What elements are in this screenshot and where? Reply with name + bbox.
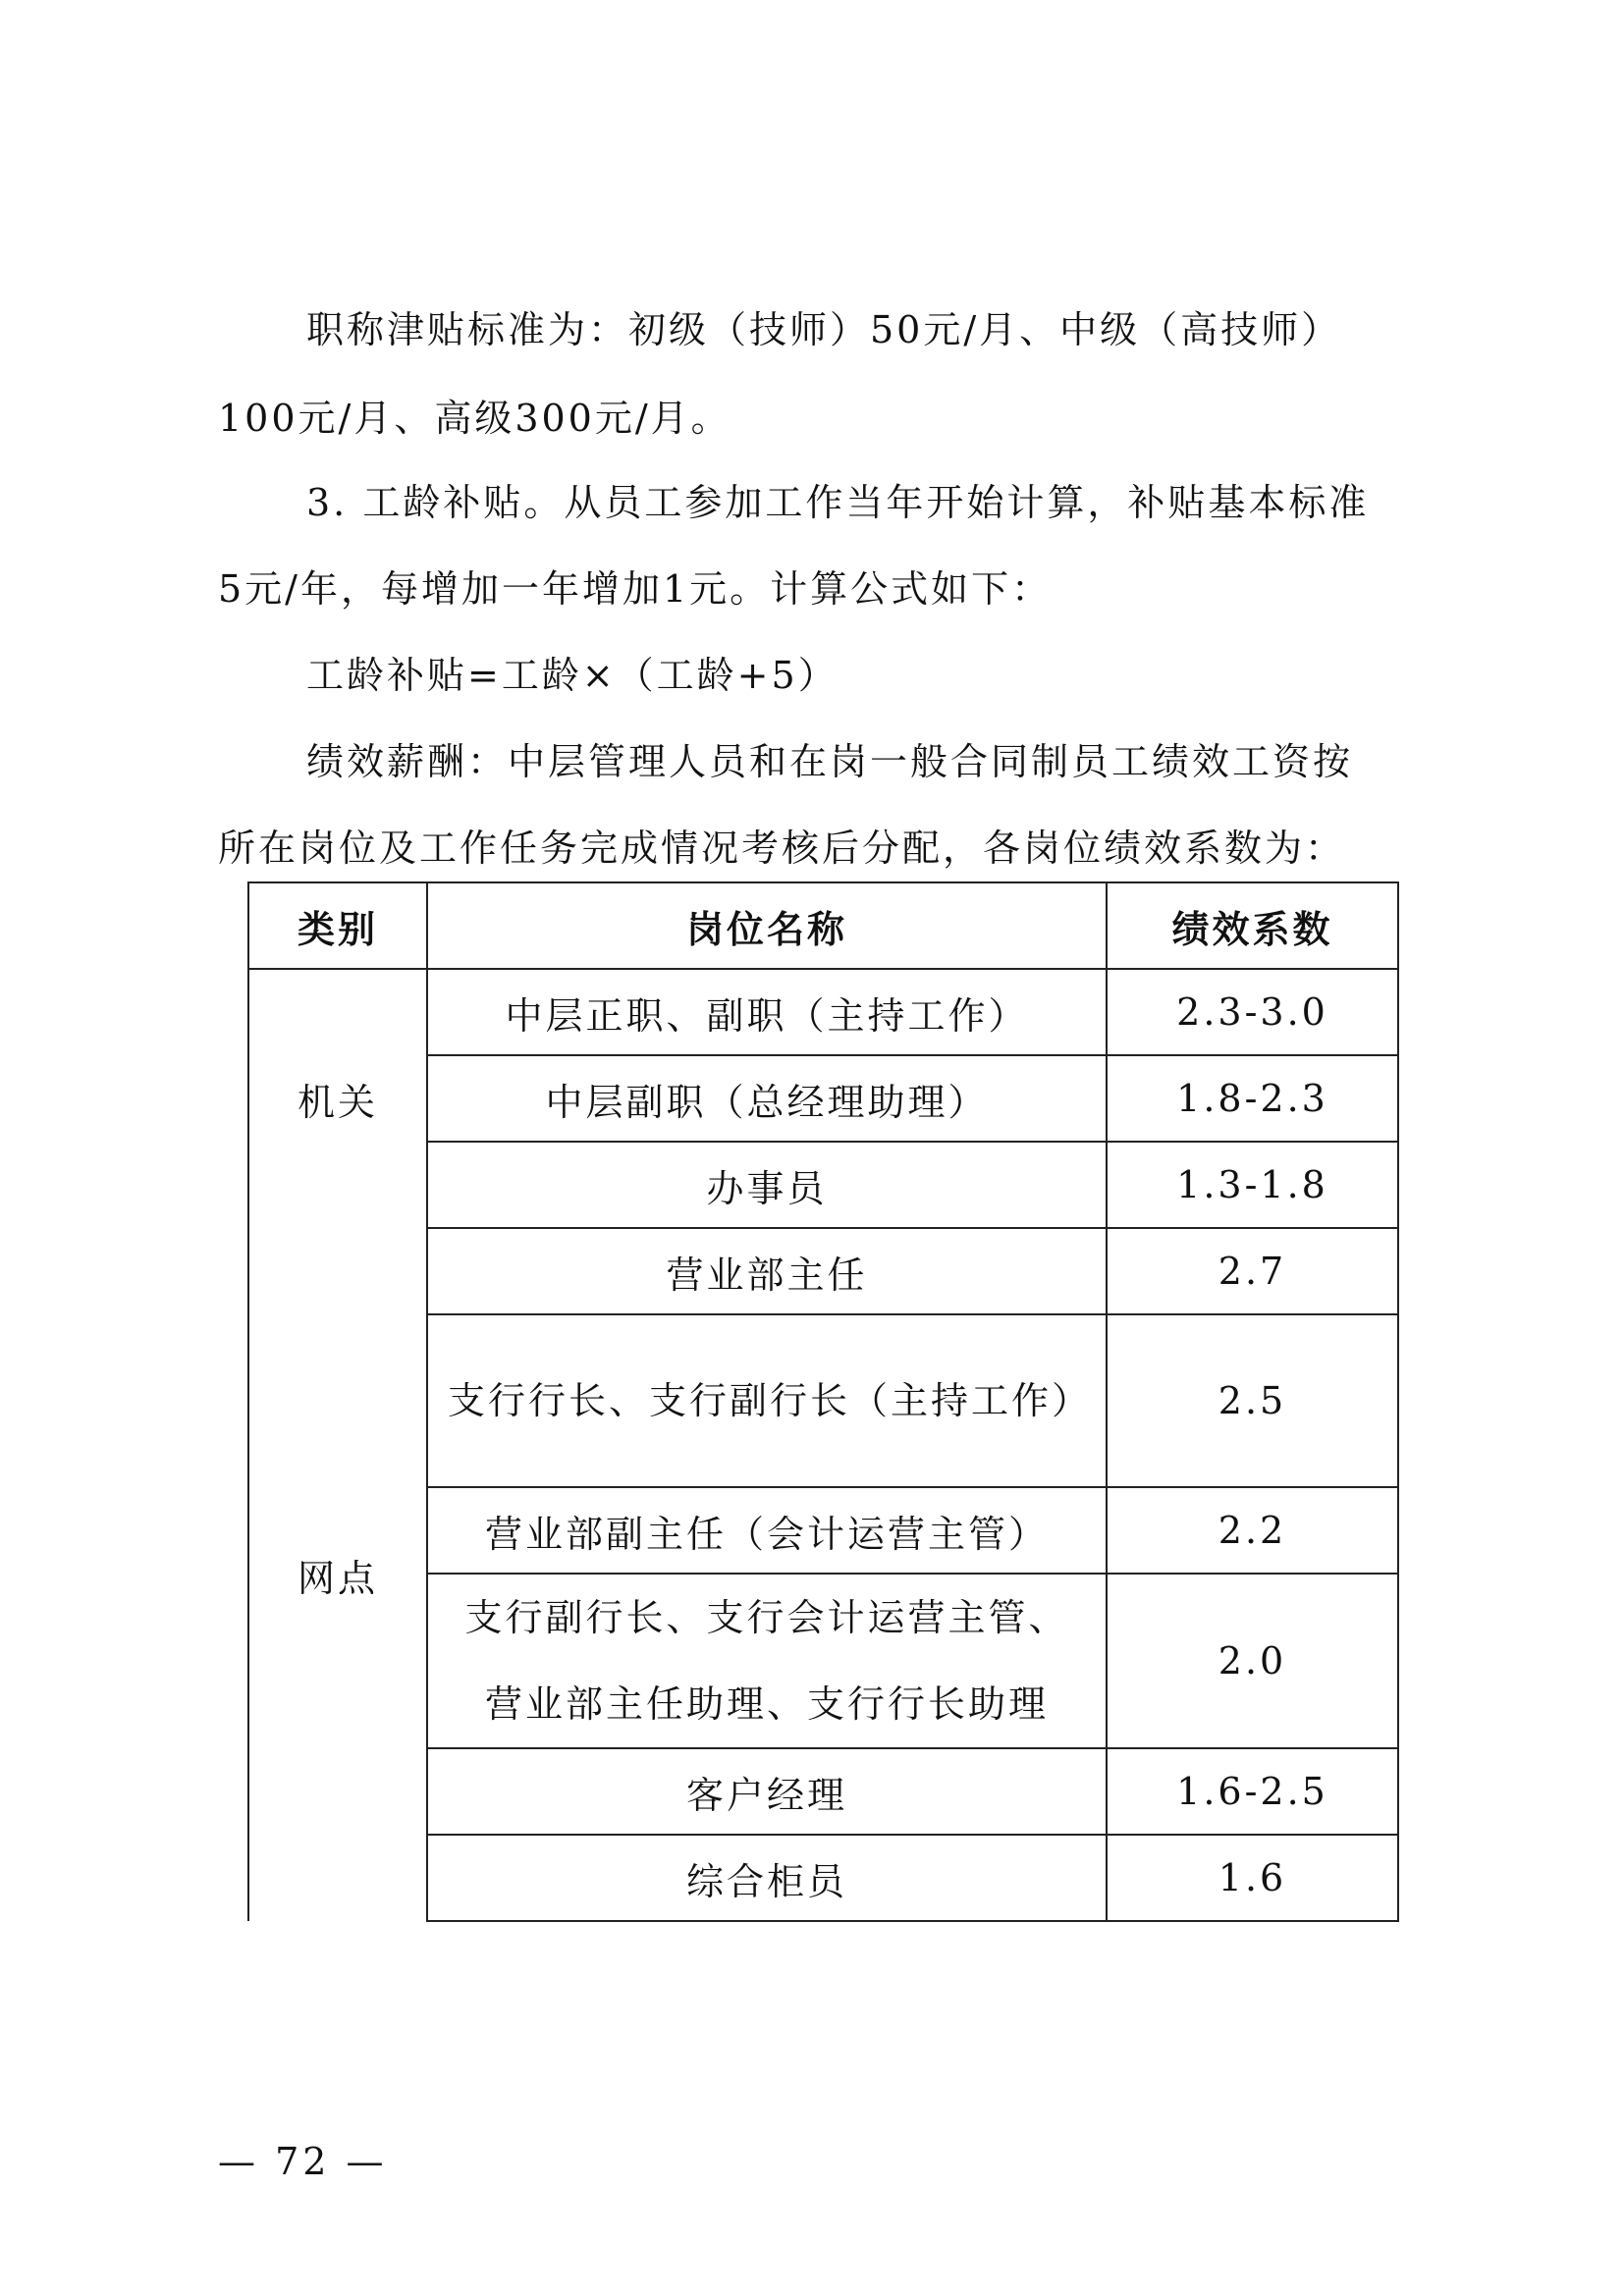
header-coefficient: 绩效系数 [1107,882,1398,969]
coefficient-cell: 2.7 [1107,1228,1398,1314]
header-position-name: 岗位名称 [427,882,1107,969]
position-name-cell: 办事员 [427,1142,1107,1228]
coefficient-cell: 2.2 [1107,1487,1398,1574]
category-cell: 机关 [248,969,427,1228]
table-header-row [248,882,1398,969]
position-name-cell: 中层副职（总经理助理） [427,1055,1107,1142]
position-name-cell: 支行行长、支行副行长（主持工作） [427,1314,1107,1487]
paragraph-line: 职称津贴标准为：初级（技师）50元/月、中级（高技师） [306,308,1342,351]
paragraph-line: 5元/年，每增加一年增加1元。计算公式如下： [218,567,1053,611]
performance-coefficient-table [247,881,1399,1922]
position-name-cell: 营业部主任 [427,1228,1107,1314]
header-category: 类别 [248,882,427,969]
formula-line: 工龄补贴=工龄×（工龄+5） [306,654,839,697]
coefficient-cell: 2.3-3.0 [1107,969,1398,1055]
coefficient-cell: 2.0 [1107,1574,1398,1748]
paragraph-line: 绩效薪酬：中层管理人员和在岗一般合同制员工绩效工资按 [306,740,1354,783]
table-row [248,1228,1398,1314]
coefficient-cell: 1.8-2.3 [1107,1055,1398,1142]
page-number: — 72 — [218,2140,388,2183]
position-name-cell: 客户经理 [427,1748,1107,1835]
position-name-cell: 营业部副主任（会计运营主管） [427,1487,1107,1574]
paragraph-line: 100元/月、高级300元/月。 [218,397,731,440]
coefficient-cell: 2.5 [1107,1314,1398,1487]
paragraph-line: 所在岗位及工作任务完成情况考核后分配，各岗位绩效系数为： [218,827,1346,870]
position-name-cell: 支行副行长、支行会计运营主管、营业部主任助理、支行行长助理 [427,1574,1107,1748]
coefficient-cell: 1.6-2.5 [1107,1748,1398,1835]
coefficient-cell: 1.3-1.8 [1107,1142,1398,1228]
category-cell: 网点 [248,1228,427,1921]
position-name-cell: 中层正职、副职（主持工作） [427,969,1107,1055]
coefficient-cell: 1.6 [1107,1835,1398,1921]
position-name-cell: 综合柜员 [427,1835,1107,1921]
paragraph-line: 3. 工龄补贴。从员工参加工作当年开始计算，补贴基本标准 [306,481,1370,524]
table-row [248,969,1398,1055]
